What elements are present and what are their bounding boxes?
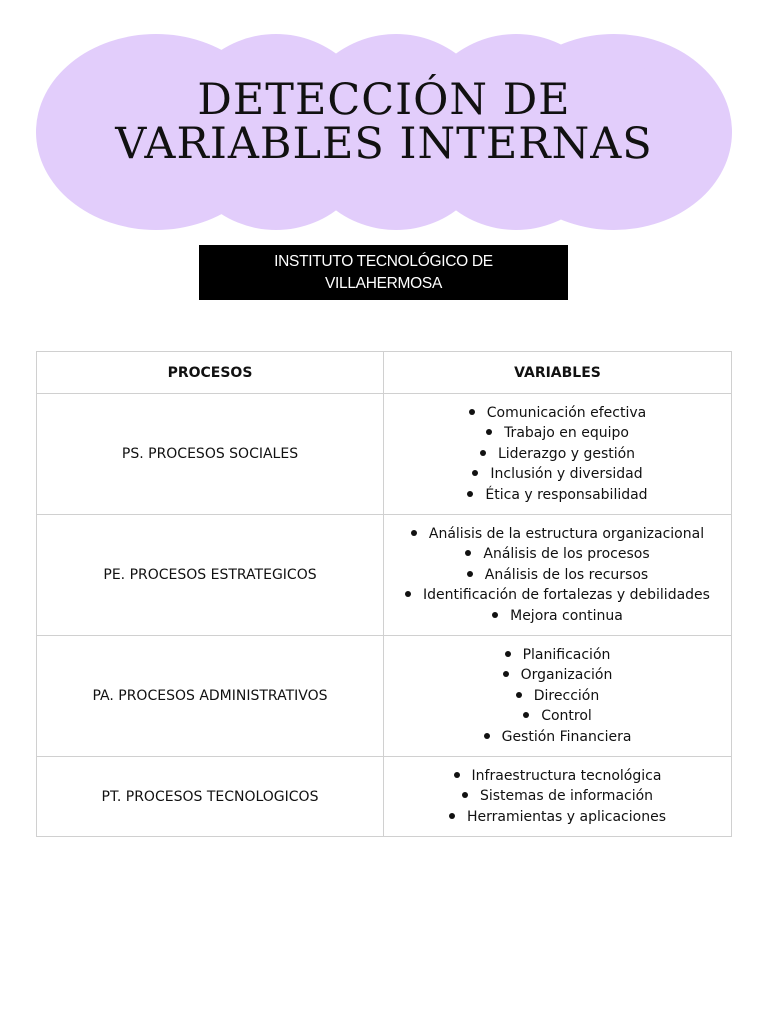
process-cell: PT. PROCESOS TECNOLOGICOS (37, 757, 384, 837)
header-variables: VARIABLES (384, 352, 732, 394)
bullet-icon (503, 671, 509, 677)
bullet-icon (465, 550, 471, 556)
bullet-icon (411, 530, 417, 536)
table-row (37, 394, 732, 515)
list-item: Herramientas y aplicaciones (388, 807, 727, 828)
process-cell: PE. PROCESOS ESTRATEGICOS (37, 515, 384, 636)
banner-line-1: INSTITUTO TECNOLÓGICO DE (274, 252, 493, 270)
variables-list (388, 524, 727, 627)
header-procesos: PROCESOS (37, 352, 384, 394)
title-line-2: VARIABLES INTERNAS (115, 119, 653, 169)
list-item: Identificación de fortalezas y debilidades (388, 585, 727, 606)
table-row (37, 636, 732, 757)
title-line-1: DETECCIÓN DE (197, 75, 571, 125)
list-item: Dirección (388, 686, 727, 707)
list-item: Liderazgo y gestión (388, 444, 727, 465)
list-item: Sistemas de información (388, 786, 727, 807)
process-cell: PS. PROCESOS SOCIALES (37, 394, 384, 515)
variables-cell (384, 636, 732, 757)
table-header-row (37, 352, 732, 394)
banner-line-2: VILLAHERMOSA (325, 274, 442, 292)
bullet-icon (467, 571, 473, 577)
variables-list (388, 403, 727, 506)
bullet-icon (462, 792, 468, 798)
bullet-icon (516, 692, 522, 698)
bullet-icon (484, 733, 490, 739)
list-item: Comunicación efectiva (388, 403, 727, 424)
bullet-icon (467, 491, 473, 497)
bullet-icon (523, 712, 529, 718)
table-row (37, 515, 732, 636)
variables-cell (384, 757, 732, 837)
bullet-icon (454, 772, 460, 778)
list-item: Mejora continua (388, 606, 727, 627)
page-title (0, 75, 768, 169)
bullet-icon (492, 612, 498, 618)
list-item: Análisis de los recursos (388, 565, 727, 586)
variables-cell (384, 515, 732, 636)
bullet-icon (480, 450, 486, 456)
variables-list (388, 766, 727, 828)
list-item: Análisis de los procesos (388, 544, 727, 565)
bullet-icon (469, 409, 475, 415)
list-item: Gestión Financiera (388, 727, 727, 748)
list-item: Ética y responsabilidad (388, 485, 727, 506)
list-item: Análisis de la estructura organizacional (388, 524, 727, 545)
variables-cell (384, 394, 732, 515)
list-item: Infraestructura tecnológica (388, 766, 727, 787)
process-variables-table (36, 351, 732, 837)
list-item: Planificación (388, 645, 727, 666)
institution-banner (199, 245, 568, 300)
bullet-icon (486, 429, 492, 435)
bullet-icon (472, 470, 478, 476)
bullet-icon (449, 813, 455, 819)
list-item: Organización (388, 665, 727, 686)
table-row (37, 757, 732, 837)
list-item: Trabajo en equipo (388, 423, 727, 444)
process-cell: PA. PROCESOS ADMINISTRATIVOS (37, 636, 384, 757)
list-item: Inclusión y diversidad (388, 464, 727, 485)
bullet-icon (505, 651, 511, 657)
variables-list (388, 645, 727, 748)
list-item: Control (388, 706, 727, 727)
bullet-icon (405, 591, 411, 597)
